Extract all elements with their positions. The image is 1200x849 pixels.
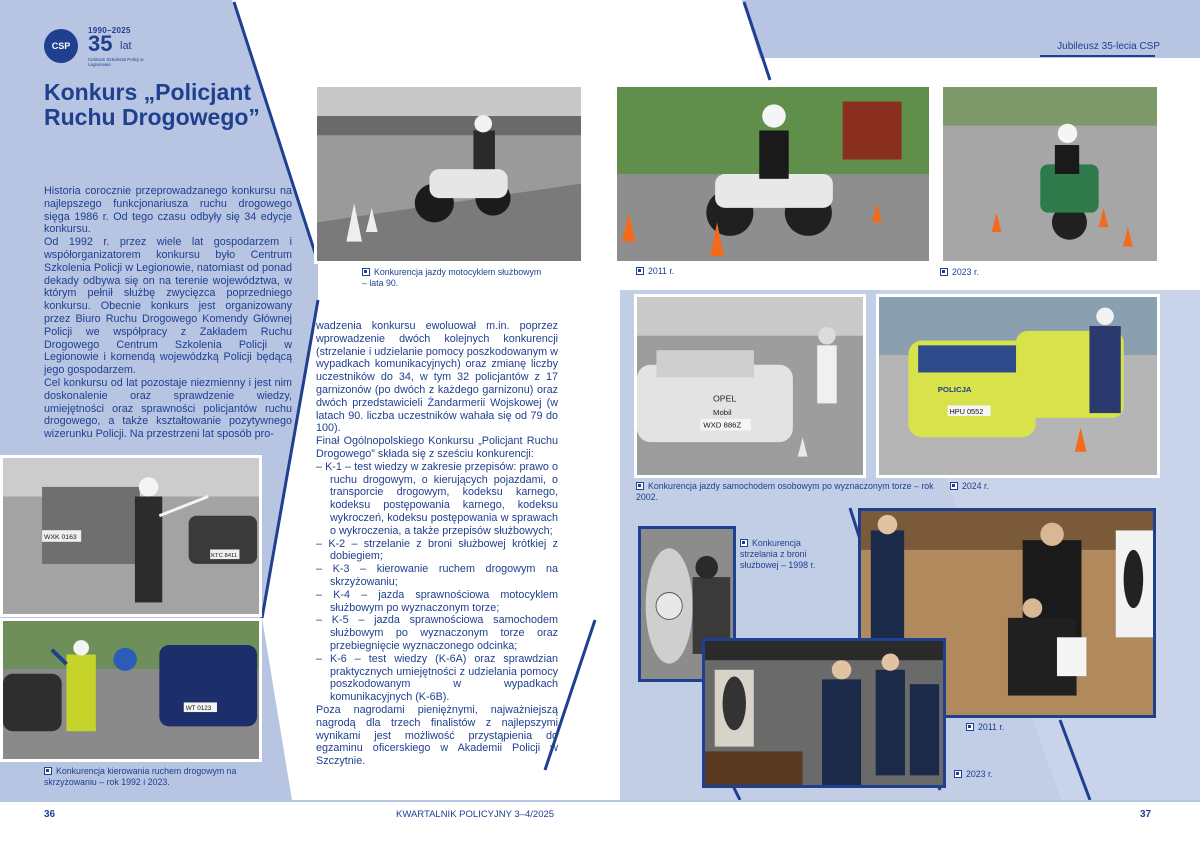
caption-marker-icon	[966, 723, 974, 731]
photo-car-2024	[876, 294, 1160, 478]
photo-traffic-1992	[0, 455, 262, 617]
running-header: Jubileusz 35-lecia CSP	[1057, 41, 1160, 52]
car-mobil: Mobil	[712, 408, 732, 418]
caption-shoot-2023: 2023 r.	[954, 769, 993, 780]
list-item: – K-5 – jazda sprawnościowa samochodem służbowym po wyznaczonym torze oraz przebiegnięcie wyznaczonego odcinka;	[316, 614, 558, 652]
paragraph: Cel konkursu od lat pozostaje niezmienny i jest nim doskonalenie oraz sprawdzenie wiedzy, umiejętności oraz sprawności policjantów ruchu drogowego, a także kształtowanie pozytywnego wizerunku Policji. Na przestrzeni lat sposób pro-	[44, 376, 292, 441]
caption-moto-90s: Konkurencja jazdy motocyklem służbowym – lata 90.	[362, 267, 542, 288]
paragraph: Od 1992 r. przez wiele lat gospodarzem i współorganizatorem konkursu było Centrum Szkolenia Policji w Legionowie, natomiast od ponad dekady odbywa się on na terenie województwa, w którym pełnił służbę zwycięzca poprzedniego konkursu. Obecnie konkurs jest organizowany przez Biuro Ruchu Drogowego Komendy Głównej Policji we współpracy z Zakładem Ruchu Drogowego Centrum Szkolenia Policji w Legionowie i komendą wojewódzką Policji będącą jego gospodarzem.	[44, 236, 292, 377]
plate-2024: HPU 0552	[949, 407, 984, 417]
left-text-column	[44, 185, 292, 441]
caption-marker-icon	[740, 539, 748, 547]
page-number-left: 36	[44, 809, 56, 820]
page-number-right: 37	[1140, 809, 1152, 820]
list-item: – K-4 – jazda sprawnościowa motocyklem służbowym po wyznaczonym torze;	[316, 589, 558, 615]
car-policja-label: POLICJA	[937, 384, 972, 394]
photo-motorcycle-2011	[614, 84, 932, 264]
caption-marker-icon	[950, 482, 958, 490]
middle-text-column	[316, 320, 558, 768]
logo-number: 35	[88, 31, 113, 56]
logo-subtitle: Centrum Szkolenia Policji w Legionowie	[88, 57, 144, 67]
photo-motorcycle-2023	[940, 84, 1160, 264]
paragraph: Finał Ogólnopolskiego Konkursu „Policjant Ruchu Drogowego” składa się z sześciu konkurencji:	[316, 435, 558, 460]
caption-marker-icon	[362, 268, 370, 276]
csp-35-logo	[44, 26, 154, 70]
csp-badge-icon: CSP	[44, 29, 78, 63]
plate-2002: WXD 886Z	[703, 420, 742, 430]
caption-marker-icon	[636, 267, 644, 275]
list-item: – K-6 – test wiedzy (K-6A) oraz sprawdzian praktycznych umiejętności z udzielania pomocy poszkodowanym w wypadkach komunikacyjnych (K-6B).	[316, 653, 558, 704]
car-plate-90s: KTC 8411	[211, 553, 238, 560]
caption-marker-icon	[940, 268, 948, 276]
photo-motorcycle-90s	[314, 84, 584, 264]
caption-car-2024: 2024 r.	[950, 481, 989, 492]
caption-moto-2011: 2011 r.	[636, 266, 674, 277]
caption-moto-2023: 2023 r.	[940, 267, 979, 278]
list-item: – K-1 – test wiedzy w zakresie przepisów: prawo o ruchu drogowym, o kierujących pojazdami, o transporcie drogowym, kodeksu karnego, kodeksu postępowania karnego, kodeksu wykroczeń, kodeksu postępowania w sprawach o wykroczenia, a także przepisów służbowych;	[316, 461, 558, 538]
paragraph: wadzenia konkursu ewoluował m.in. poprzez wprowadzenie dwóch kolejnych konkurencji (strzelanie i udzielanie pomocy poszkodowanym w wypadkach komunikacyjnych) oraz zmianę liczby uczestników do 34, w tym 32 policjantów z 17 garnizonów (po dwóch z każdego garnizonu) oraz dwóch przedstawicieli Żandarmerii Wojskowej (w latach 90. liczba uczestników wahała się od 79 do 100).	[316, 320, 558, 435]
journal-title: KWARTALNIK POLICYJNY 3–4/2025	[396, 809, 555, 820]
caption-shoot-2011: 2011 r.	[966, 722, 1004, 733]
list-item: – K-2 – strzelanie z broni służbowej krótkiej z dobiegiem;	[316, 538, 558, 564]
list-item: – K-3 – kierowanie ruchem drogowym na skrzyżowaniu;	[316, 563, 558, 589]
caption-marker-icon	[636, 482, 644, 490]
paragraph: Poza nagrodami pieniężnymi, najważniejszą nagrodą dla trzech finalistów z najlepszymi wynikami jest możliwość przystąpienia do egzaminu oficerskiego w Akademii Policji w Szczytnie.	[316, 703, 558, 768]
competition-list	[316, 461, 558, 704]
car-brand: OPEL	[712, 393, 737, 404]
article-title: Konkurs „Policjant Ruchu Drogowego”	[44, 79, 260, 130]
logo-lat: lat	[120, 40, 132, 52]
van-plate: WT 0123	[185, 705, 212, 713]
caption-marker-icon	[44, 767, 52, 775]
truck-plate: WXK 0163	[44, 533, 77, 541]
caption-marker-icon	[954, 770, 962, 778]
photo-shooting-2023	[702, 638, 946, 788]
caption-traffic: Konkurencja kierowania ruchem drogowym na skrzyżowaniu – rok 1992 i 2023.	[44, 766, 237, 787]
logo-years: 1990–2025	[88, 26, 131, 35]
caption-car-2002: Konkurencja jazdy samochodem osobowym po wyznaczonym torze – rok 2002.	[636, 481, 934, 502]
paragraph: Historia corocznie przeprowadzanego konkursu na najlepszego funkcjonariusza ruchu drogowego sięga 1986 r. Od tego czasu odbyły się 34 edycje konkursu.	[44, 185, 292, 236]
photo-car-2002	[634, 294, 866, 478]
photo-traffic-2023	[0, 618, 262, 762]
caption-shoot-1998: Konkurencja strzelania z broni służbowej – 1998 r.	[740, 538, 816, 570]
